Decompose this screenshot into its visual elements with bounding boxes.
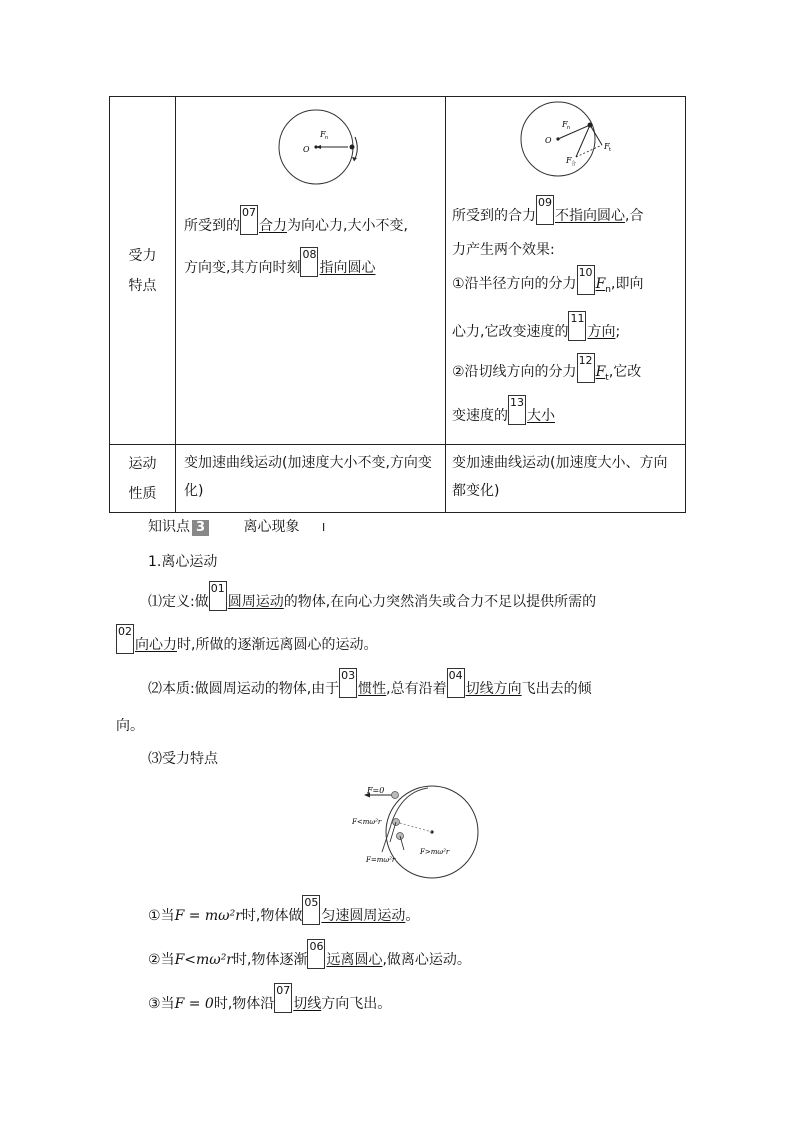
section-title [148,516,325,536]
text: 时,物体做 [241,908,303,924]
answer-text: 远离圆心 [326,952,383,968]
section-title-prefix: 知识点 [148,519,190,535]
answer-sub: t [605,373,609,383]
uniform-circle-diagram [268,109,368,189]
text: ③当 [148,996,175,1012]
row-label-motion-text: 运动 性质 [128,455,157,502]
label-fgt: F>mω²r [420,848,450,856]
row-label-motion [110,445,176,513]
label-flt: F<mω²r [352,818,382,826]
answer-text: 惯性 [358,681,387,697]
text: ①沿半径方向的分力 [452,276,577,293]
text: 的物体,在向心力突然消失或合力不足以提供所需的 [283,594,597,610]
text: 所受到的合力 [452,208,536,224]
answer-text: 切线 [293,996,322,1012]
ft-label: F [604,142,610,151]
answer-box: 01 [209,581,227,611]
answer-text: 向心力 [135,637,177,653]
text: 变速度的 [452,408,508,424]
text: ⑴定义:做 [148,594,209,610]
text: 为向心力,大小不变, [287,218,408,234]
right-line-6 [452,395,555,425]
answer-box: 11 [568,311,586,341]
text: ①当 [148,908,175,924]
answer-box: 13 [508,395,526,425]
definition-line-1 [148,581,596,611]
answer-text: 不指向圆心 [555,208,625,224]
level-marker: Ⅰ [321,521,326,534]
motion-left-text: 变加速曲线运动(加速度大小不变,方向变化) [184,455,432,499]
text: 时,所做的逐渐远离圆心的运动。 [177,637,378,653]
cell-nonuniform-force [446,97,686,445]
nonuniform-circle-diagram [516,101,626,181]
text: ; [615,324,621,340]
text: 飞出去的倾 [521,681,592,697]
text: 方向飞出。 [321,996,392,1012]
knowledge-table [109,96,686,513]
answer-text: 合力 [259,218,287,234]
answer-box: 07 [274,983,292,1013]
essence-line-2: 向。 [116,718,144,734]
answer-box: 06 [307,939,325,969]
left-line-2 [184,247,375,277]
text: ②当 [148,952,175,968]
answer-box: 09 [536,195,554,225]
answer-text: 圆周运动 [227,594,284,610]
fn-label: F [562,120,568,129]
answer-text: 方向 [587,324,616,340]
right-line-2: 力产生两个效果: [452,242,555,258]
center-label: O [545,136,552,145]
label-f0: F=0 [367,786,385,795]
case-3 [148,983,391,1013]
answer-text: 切线方向 [465,681,522,697]
label-feq: F=mω²r [366,856,396,864]
answer-box: 02 [116,624,134,654]
answer-text: F [595,276,606,293]
text: 时,物体逐渐 [233,952,308,968]
text: 。 [405,908,420,924]
text: ,做离心运动。 [382,952,471,968]
text: ②沿切线方向的分力 [452,364,577,381]
cell-uniform-motion [176,445,446,513]
force-label: F [320,130,326,139]
row-label-force [110,97,176,445]
row-label-force-text: 受力 特点 [128,247,157,294]
cell-uniform-force [176,97,446,445]
answer-text: F [595,364,606,381]
answer-box: 07 [240,205,258,235]
cell-nonuniform-motion [446,445,686,513]
text: 方向变,其方向时刻 [184,260,301,276]
text: 所受到的 [184,218,240,234]
right-line-4 [452,311,620,341]
text: ,总有沿着 [386,681,447,697]
answer-box: 12 [577,353,595,383]
formula: F<mω²r [174,952,234,968]
answer-sub: n [605,285,611,295]
answer-box: 03 [339,668,357,698]
section-number-badge: 3 [192,520,209,536]
force-feature-heading: ⑶受力特点 [148,751,218,767]
answer-text: 匀速圆周运动 [321,908,406,924]
right-line-3 [452,265,643,295]
item-heading: 1.离心运动 [148,554,218,570]
right-line-1 [452,195,643,225]
fh-label: F [566,156,572,165]
answer-text: 指向圆心 [319,260,376,276]
force-label-sub: n [325,135,329,141]
answer-box: 04 [447,668,465,698]
section-title-text: 离心现象 [243,519,300,535]
fn-label-sub: n [567,125,571,131]
answer-text: 大小 [527,408,555,424]
text: 时,物体沿 [213,996,275,1012]
text: ⑵本质:做圆周运动的物体,由于 [148,681,340,697]
center-label: O [303,145,310,154]
answer-box: 08 [300,247,318,277]
motion-right-text: 变加速曲线运动(加速度大小、方向都变化) [452,455,668,499]
text: 心力,它改变速度的 [452,324,569,340]
case-1 [148,895,419,925]
answer-box: 10 [577,265,595,295]
left-line-1 [184,205,408,235]
essence-line-1 [148,668,592,698]
text: ,合 [625,208,644,224]
text: ,它改 [608,364,642,381]
fh-label-sub: 合 [571,161,577,167]
answer-box: 05 [302,895,320,925]
text: ,即向 [611,276,644,293]
case-2 [148,939,471,969]
definition-line-2 [116,624,377,654]
right-line-5 [452,353,641,383]
formula: F = 0 [174,996,214,1012]
formula: F = mω²r [174,908,242,924]
ft-label-sub: t [609,147,611,153]
centrifugal-diagram [350,780,490,880]
